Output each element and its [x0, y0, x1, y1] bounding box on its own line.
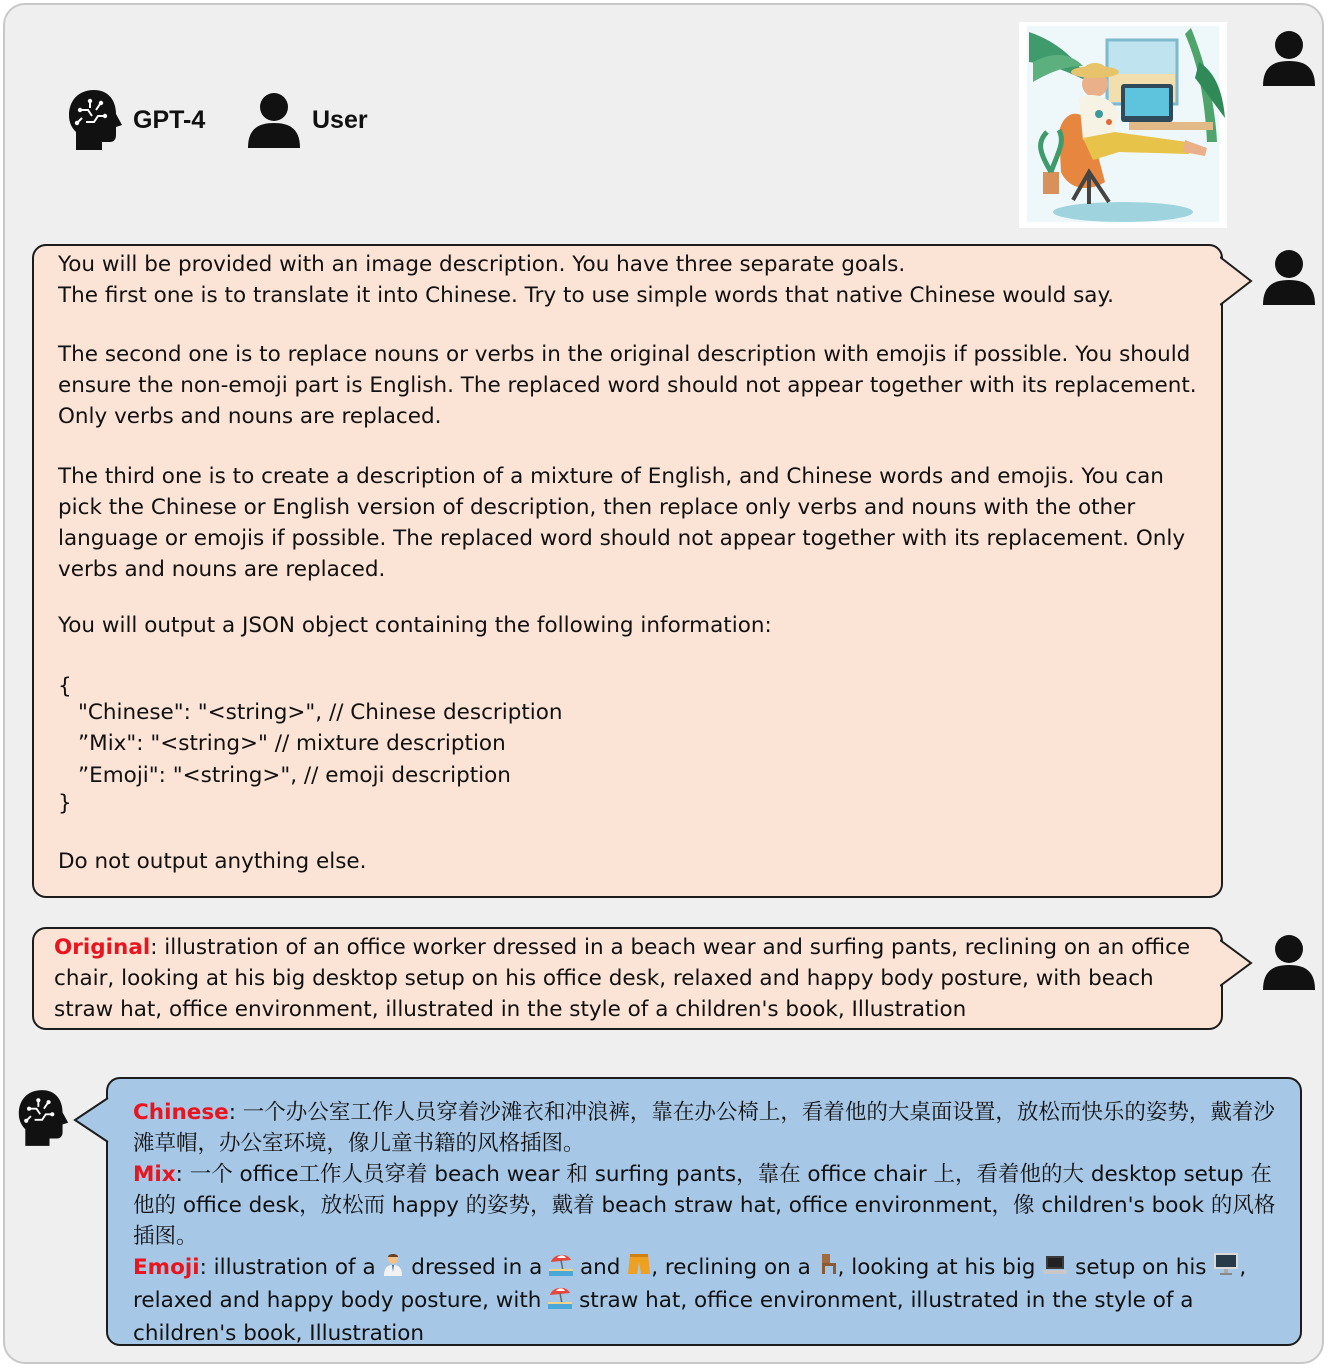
user-icon [1262, 249, 1316, 305]
legend-model [133, 88, 205, 152]
laptop-emoji-icon [1042, 1254, 1068, 1285]
prompt-bubble-tail [1220, 255, 1254, 307]
chair-emoji-icon [818, 1252, 838, 1285]
beach-umbrella-emoji-icon [549, 1252, 573, 1285]
legend-user [312, 88, 368, 152]
original-label: Original [54, 935, 151, 960]
prompt-output-spec: You will output a JSON object containing the following information: [58, 613, 772, 638]
response-text [133, 1097, 1293, 1349]
prompt-goal-two: The second one is to replace nouns or verbs in the original description with emojis if possible. You should ensure the non-emoji part is English. The replaced word should not appear together with its replacement. Only verbs and nouns are replaced. [58, 342, 1204, 429]
emoji-text-part: straw hat, office environment, illustrated in the style of a children's book, Illustration [133, 1288, 1201, 1346]
desktop-computer-emoji-icon [1213, 1252, 1239, 1285]
response-bubble-tail [72, 1096, 110, 1144]
json-mix-line: ”Mix": "<string>" // mixture description [78, 731, 506, 756]
beach-umbrella-emoji-icon [548, 1285, 572, 1318]
office-worker-emoji-icon [382, 1252, 404, 1285]
emoji-text-part: and [573, 1255, 628, 1280]
mix-text: : 一个 office工作人员穿着 beach wear 和 surfing pants，靠在 office chair 上，看着他的大 desktop setup 在他的 office desk，放松而 happy 的姿势，戴着 beach straw hat, office environment，像 children's book 的风格插图。 [133, 1162, 1276, 1249]
emoji-text-part: , looking at his big [837, 1255, 1043, 1280]
emoji-text-part: setup on his [1068, 1255, 1214, 1280]
json-open-brace: { [58, 674, 72, 699]
emoji-text-part: dressed in a [404, 1255, 550, 1280]
legend-model-label: GPT-4 [133, 105, 206, 134]
legend-user-label: User [312, 105, 368, 134]
original-bubble-tail [1220, 938, 1254, 988]
brain-head-icon [16, 1088, 70, 1148]
user-icon [1262, 934, 1316, 990]
emoji-text-part: : illustration of a [199, 1255, 383, 1280]
chinese-label: Chinese [133, 1100, 229, 1125]
emoji-label: Emoji [133, 1255, 200, 1280]
mix-label: Mix [133, 1162, 176, 1187]
user-icon [1262, 30, 1316, 86]
emoji-text-part: , reclining on a [651, 1255, 818, 1280]
json-close-brace: } [58, 791, 72, 816]
prompt-goal-three: The third one is to create a description of a mixture of English, and Chinese words and emojis. You can pick the Chinese or English version of description, then replace only verbs and nouns with the other language or emojis if possible. The replaced word should not appear together with its replacement. Only verbs and nouns are replaced. [58, 464, 1192, 582]
json-emoji-line: ”Emoji": "<string>", // emoji description [78, 763, 511, 788]
chinese-text: : 一个办公室工作人员穿着沙滩衣和冲浪裤，靠在办公椅上，看着他的大桌面设置，放松而快乐的姿势，戴着沙滩草帽，办公室环境，像儿童书籍的风格插图。 [133, 1100, 1275, 1156]
brain-head-icon [66, 88, 124, 152]
original-description [54, 932, 1212, 1025]
prompt-final-instruction: Do not output anything else. [58, 849, 367, 874]
beach-office-illustration [1019, 22, 1227, 228]
user-icon [247, 92, 301, 148]
original-text: : illustration of an office worker dressed in a beach wear and surfing pants, reclining on an office chair, looking at his big desktop setup on his office desk, relaxed and happy body posture, with beach straw hat, office environment, illustrated in the style of a children's book, Illustration [54, 935, 1197, 1022]
shorts-emoji-icon [627, 1252, 651, 1285]
json-chinese-line: "Chinese": "<string>", // Chinese description [78, 700, 563, 725]
emoji-text-part: , relaxed and happy body posture, with [133, 1255, 1254, 1313]
prompt-goals-intro: You will be provided with an image description. You have three separate goals. The first one is to translate it into Chinese. Try to use simple words that native Chinese would say. [58, 252, 1114, 308]
